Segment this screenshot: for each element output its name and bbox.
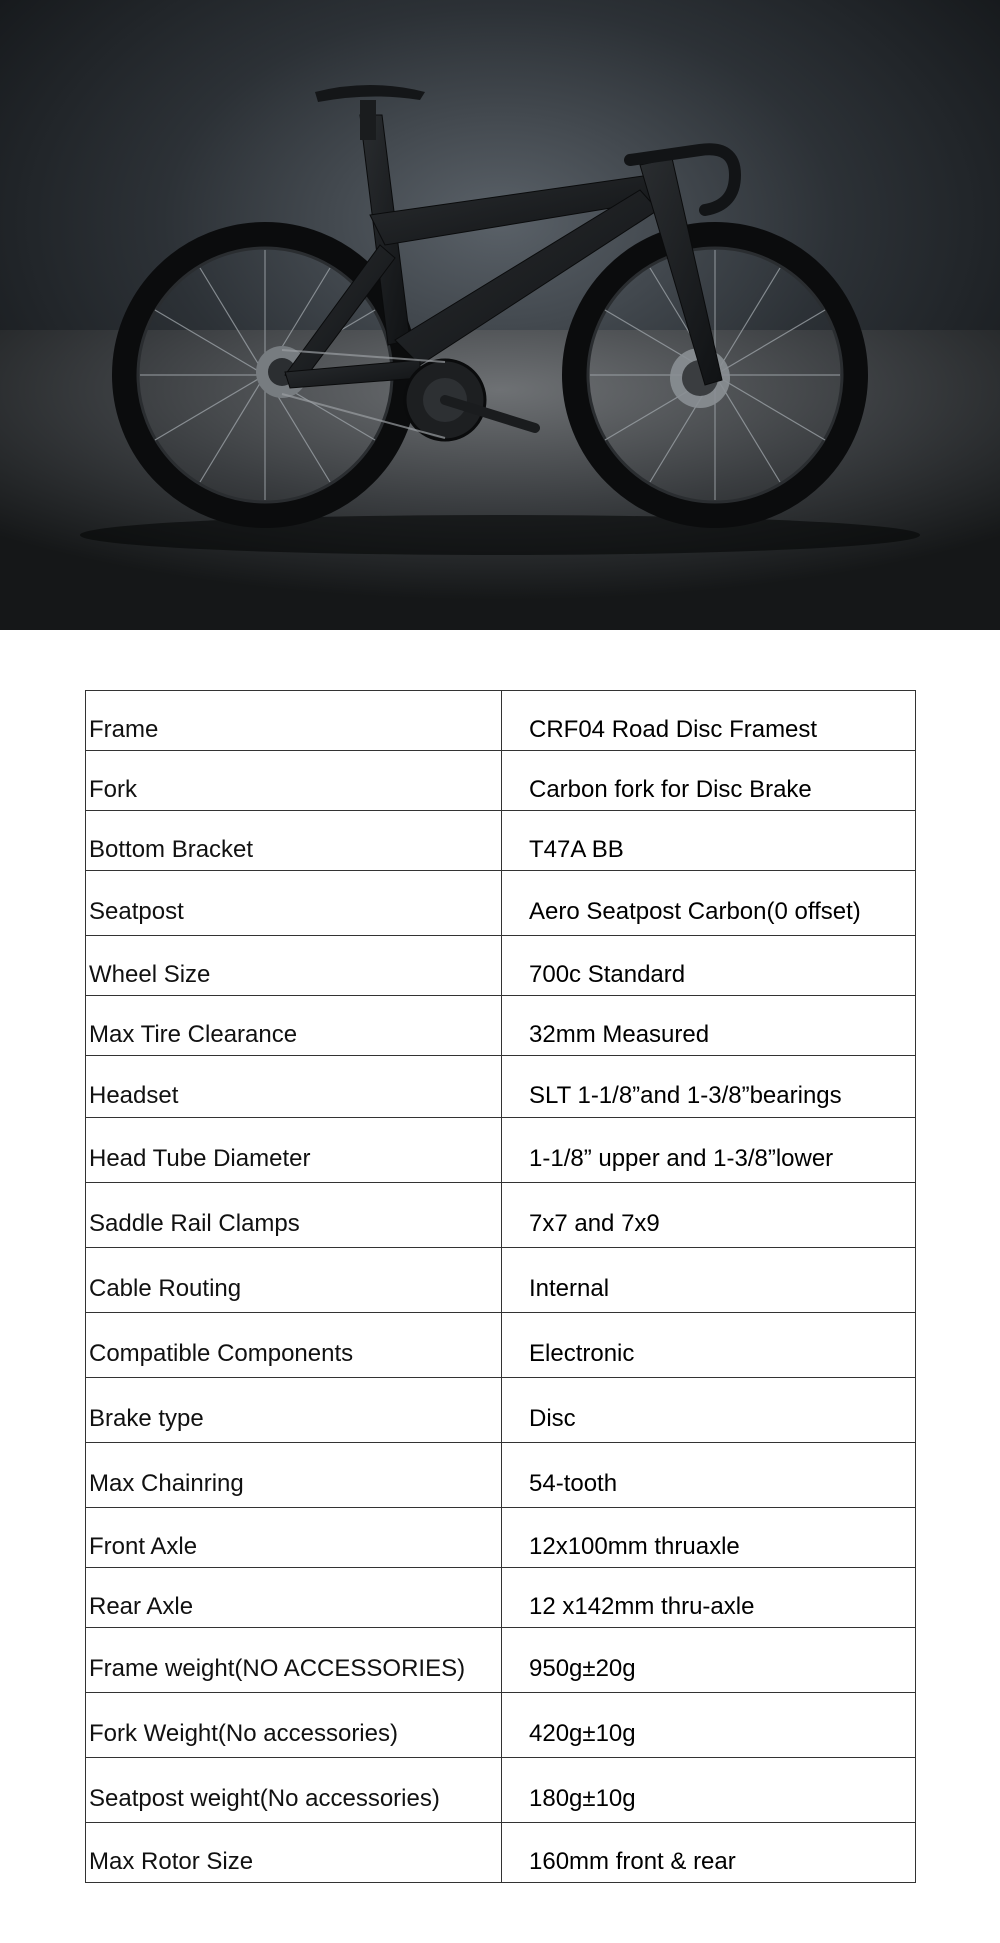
spec-label: Bottom Bracket [86, 811, 502, 871]
spec-value: 54-tooth [502, 1443, 916, 1508]
table-row [86, 1758, 916, 1823]
table-row [86, 1693, 916, 1758]
table-row [86, 1508, 916, 1568]
spec-value: 950g±20g [502, 1628, 916, 1693]
spec-label: Frame [86, 691, 502, 751]
spec-label: Wheel Size [86, 936, 502, 996]
table-row [86, 936, 916, 996]
spec-label: Head Tube Diameter [86, 1118, 502, 1183]
spec-label: Saddle Rail Clamps [86, 1183, 502, 1248]
spec-value: 160mm front & rear [502, 1823, 916, 1883]
spec-label: Front Axle [86, 1508, 502, 1568]
road-bike-illustration [0, 0, 1000, 630]
spec-value: Aero Seatpost Carbon(0 offset) [502, 871, 916, 936]
spec-value: Carbon fork for Disc Brake [502, 751, 916, 811]
spec-label: Max Rotor Size [86, 1823, 502, 1883]
spec-value: Electronic [502, 1313, 916, 1378]
table-row [86, 1183, 916, 1248]
table-row [86, 1568, 916, 1628]
spec-label: Seatpost weight(No accessories) [86, 1758, 502, 1823]
spec-label: Frame weight(NO ACCESSORIES) [86, 1628, 502, 1693]
spec-label: Brake type [86, 1378, 502, 1443]
table-row [86, 996, 916, 1056]
table-row [86, 1443, 916, 1508]
spec-value: 700c Standard [502, 936, 916, 996]
spec-value: SLT 1-1/8”and 1-3/8”bearings [502, 1056, 916, 1118]
spec-label: Headset [86, 1056, 502, 1118]
spec-value: 1-1/8” upper and 1-3/8”lower [502, 1118, 916, 1183]
table-row [86, 811, 916, 871]
spec-value: 180g±10g [502, 1758, 916, 1823]
table-row [86, 1628, 916, 1693]
spec-table [85, 690, 916, 1883]
spec-value: 12x100mm thruaxle [502, 1508, 916, 1568]
spec-value: Disc [502, 1378, 916, 1443]
spec-label: Seatpost [86, 871, 502, 936]
spec-label: Max Tire Clearance [86, 996, 502, 1056]
table-row [86, 1313, 916, 1378]
table-row [86, 1823, 916, 1883]
spec-value: CRF04 Road Disc Framest [502, 691, 916, 751]
spec-value: 12 x142mm thru-axle [502, 1568, 916, 1628]
spec-value: 420g±10g [502, 1693, 916, 1758]
table-row [86, 1248, 916, 1313]
spec-label: Rear Axle [86, 1568, 502, 1628]
product-hero-image [0, 0, 1000, 630]
spec-value: 7x7 and 7x9 [502, 1183, 916, 1248]
spec-value: T47A BB [502, 811, 916, 871]
spec-label: Fork Weight(No accessories) [86, 1693, 502, 1758]
spec-label: Compatible Components [86, 1313, 502, 1378]
table-row [86, 1118, 916, 1183]
table-row [86, 1378, 916, 1443]
spec-value: 32mm Measured [502, 996, 916, 1056]
table-row [86, 691, 916, 751]
spec-table-body [86, 691, 916, 1883]
spec-label: Fork [86, 751, 502, 811]
table-row [86, 871, 916, 936]
table-row [86, 751, 916, 811]
spec-label: Max Chainring [86, 1443, 502, 1508]
spec-value: Internal [502, 1248, 916, 1313]
seatpost [360, 100, 376, 140]
spec-label: Cable Routing [86, 1248, 502, 1313]
table-row [86, 1056, 916, 1118]
